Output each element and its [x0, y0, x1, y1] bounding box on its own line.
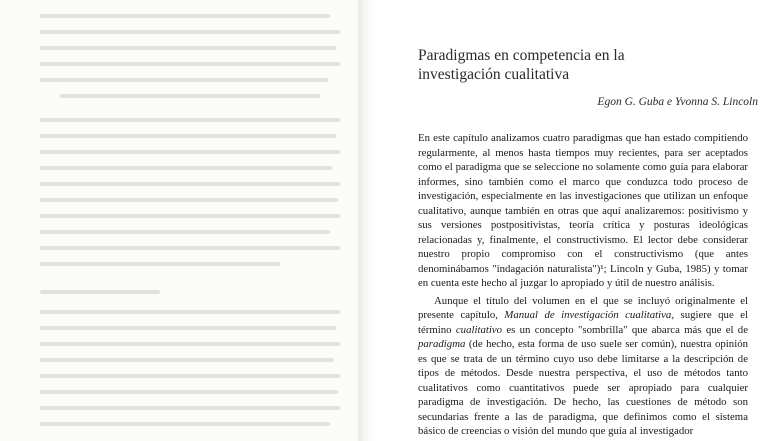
paragraph-2 — [418, 294, 748, 439]
chapter-title-line2: investigación cualitativa — [418, 65, 570, 83]
book-title: Manual de investigación cualitativa — [504, 309, 672, 321]
term-paradigma: paradigma — [418, 338, 466, 350]
chapter-title-line1: Paradigmas en competencia en la — [418, 47, 625, 64]
term-cualitativo: cualitativo — [455, 323, 503, 336]
paragraph-2-part-c: es un concepto "sombrilla" que abarca más que el de — [502, 323, 748, 336]
paragraph-2-part-a: Aunque el título del volumen en el que se incluyó originalmente el presente capítulo, — [418, 294, 748, 321]
chapter-body — [418, 131, 748, 439]
paragraph-1: En este capítulo analizamos cuatro paradigmas que han estado compitiendo regularmente, al menos hasta tiempos muy recientes, para ser aceptados como el paradigma que se seleccione no solamente como guía para elaborar informes, sino también como el marco que conduzca todo proceso de investigación, especialmente en las investigaciones que utilizan un enfoque cualitativo, aunque también en otras que aquí analizaremos: positivismo y sus versiones postpositivistas, teoría crítica y posturas ideológicas relacionadas y, finalmente, el constructivismo. El lector debe considerar nuestro propio compromiso con el constructivismo (que antes denominábamos "indagación naturalista")¹; Lincoln y Guba, 1985) y tomar en cuenta este hecho al juzgar lo apropiado y útil de nuestro análisis. — [418, 132, 748, 289]
right-page — [376, 0, 784, 441]
chapter-title — [418, 47, 758, 84]
paragraph-2-part-d: (de hecho, esta forma de uso suele ser común), nuestra opinión es que se trata de un término cuyo uso debe limitarse a la descripción de tipos de métodos. Desde nuestra perspectiva, el uso de métodos tanto cualitativos como cuantitativos puede ser apropiado para cualquier paradigma de investigación. De hecho, las cuestiones de método son secundarias frente a las de paradigma, que definimos como el sistema básico de creencias o visión del mundo que guía al investigador — [418, 338, 748, 437]
book-gutter — [358, 0, 376, 441]
left-page-faded — [0, 0, 358, 441]
chapter-authors: Egon G. Guba e Yvonna S. Lincoln — [597, 96, 758, 108]
paragraph-2-part-b: , sugiere que el término — [418, 309, 748, 336]
